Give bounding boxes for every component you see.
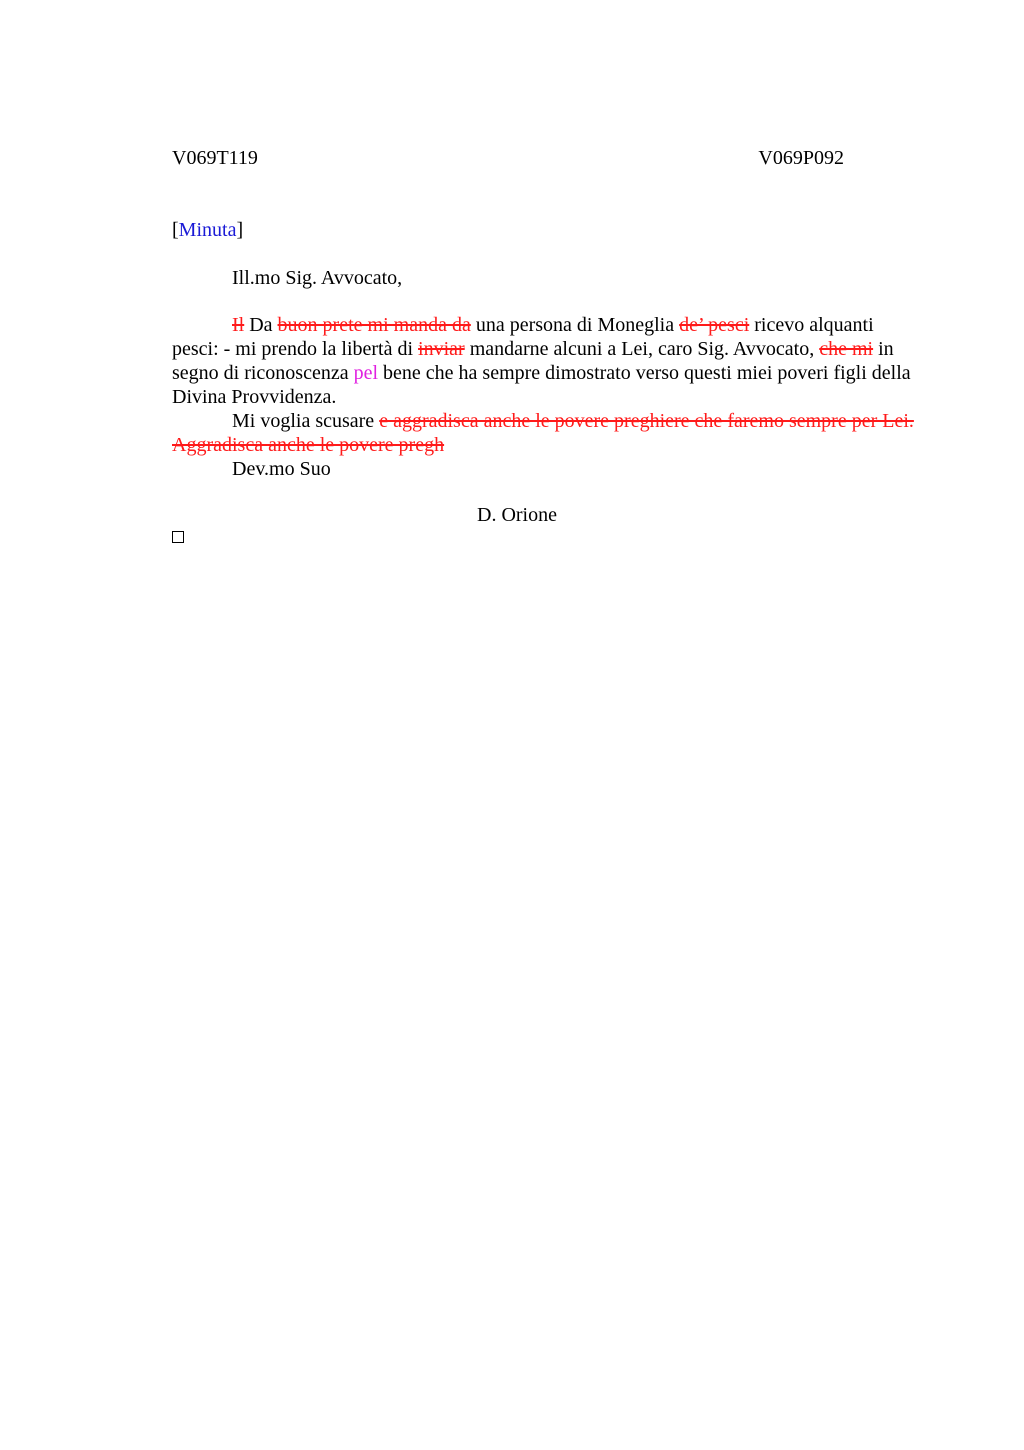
signature: D. Orione	[477, 504, 557, 526]
empty-checkbox-icon	[172, 531, 184, 543]
deleted-text: e aggradisca anche le povere preghiere che faremo sempre per Lei. Aggradisca anche le povere pregh	[172, 410, 914, 456]
closing-text: Dev.mo Suo	[232, 458, 331, 480]
deleted-text: de’ pesci	[679, 314, 750, 336]
body-text: mandarne alcuni a Lei, caro Sig. Avvocato,	[464, 338, 820, 360]
paragraph-main	[172, 313, 920, 409]
body-text: una persona di Moneglia	[470, 314, 680, 336]
minuta-open-bracket: [	[172, 219, 179, 241]
body-text: ricevo alquanti pesci: - mi prendo la libertà di	[172, 314, 874, 360]
inserted-text: pel	[353, 362, 379, 384]
deleted-text: buon prete mi manda da	[277, 314, 471, 336]
document-header	[172, 146, 844, 170]
salutation: Ill.mo Sig. Avvocato,	[232, 267, 403, 289]
deleted-text: che mi	[819, 338, 874, 360]
deleted-text: Il	[232, 314, 245, 336]
deleted-text: inviar	[418, 338, 465, 360]
letter-body	[172, 313, 920, 481]
right-reference-code: V069P092	[758, 147, 844, 169]
closing-line	[172, 457, 920, 481]
minuta-close-bracket: ]	[236, 219, 244, 241]
body-text: bene che ha sempre dimostrato verso questi miei poveri figli della Divina Provvidenza.	[172, 362, 911, 408]
body-text: in segno di riconoscenza	[172, 338, 894, 384]
body-text: Da	[244, 314, 278, 336]
minuta-tag	[172, 218, 243, 242]
body-text: Mi voglia scusare	[232, 410, 380, 432]
left-reference-code: V069T119	[172, 147, 258, 169]
minuta-label: Minuta	[178, 219, 237, 241]
paragraph-apology	[172, 409, 920, 457]
